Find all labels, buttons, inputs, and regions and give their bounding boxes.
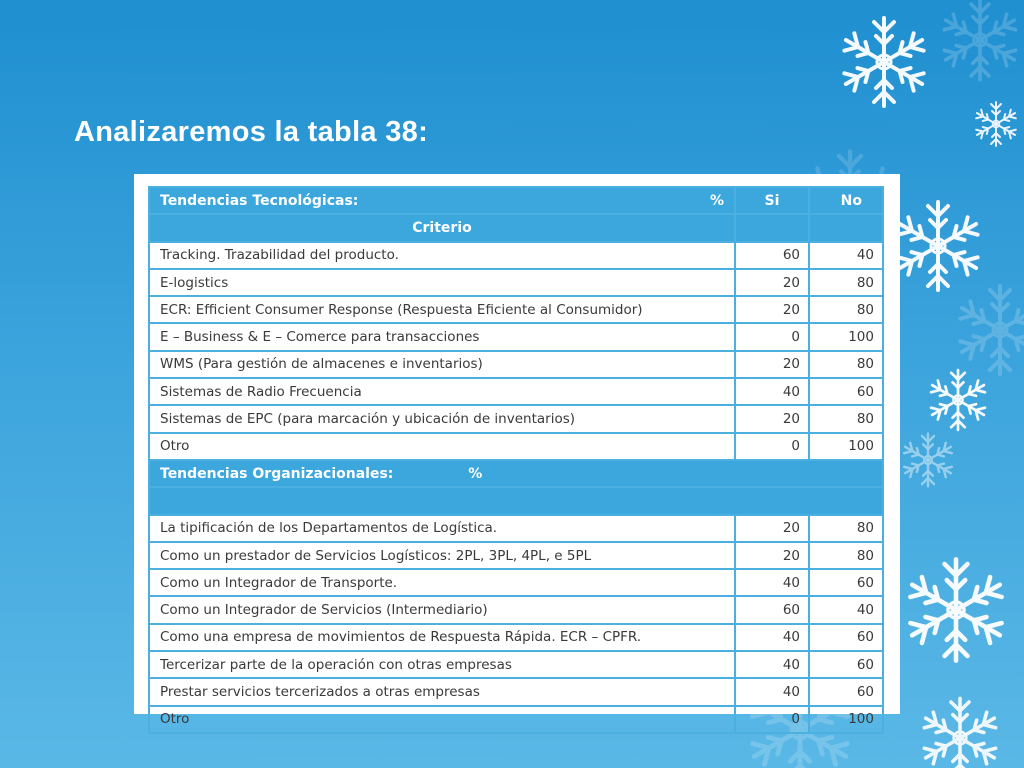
row-si: 40 <box>735 678 809 705</box>
snowflake-icon <box>957 286 1024 374</box>
row-si: 40 <box>735 651 809 678</box>
row-label: WMS (Para gestión de almacenes e inventarios) <box>149 351 735 378</box>
row-no: 80 <box>809 351 883 378</box>
row-si: 20 <box>735 296 809 323</box>
table-row <box>149 542 883 569</box>
row-no: 100 <box>809 323 883 350</box>
row-si: 40 <box>735 569 809 596</box>
snowflake-icon <box>902 434 954 487</box>
row-no: 80 <box>809 269 883 296</box>
slide-title: Analizaremos la tabla 38: <box>74 116 429 148</box>
org-header-title: Tendencias Organizacionales: <box>160 465 394 482</box>
row-no: 60 <box>809 678 883 705</box>
row-label: E – Business & E – Comerce para transacciones <box>149 323 735 350</box>
row-label: E-logistics <box>149 269 735 296</box>
table-row <box>149 323 883 350</box>
section-separator <box>149 487 883 514</box>
snowflake-icon <box>921 698 999 768</box>
row-si: 60 <box>735 242 809 269</box>
row-si: 40 <box>735 378 809 405</box>
row-label: Prestar servicios tercerizados a otras empresas <box>149 678 735 705</box>
row-label: Otro <box>149 706 735 733</box>
org-header-pct: % <box>468 465 483 482</box>
row-si: 20 <box>735 515 809 542</box>
row-label: Como una empresa de movimientos de Respuesta Rápida. ECR – CPFR. <box>149 624 735 651</box>
table-row <box>149 596 883 623</box>
row-label: Sistemas de Radio Frecuencia <box>149 378 735 405</box>
row-si: 20 <box>735 405 809 432</box>
snowflake-icon <box>929 370 988 430</box>
header-title: Tendencias Tecnológicas: <box>160 192 359 209</box>
row-si: 60 <box>735 596 809 623</box>
row-no: 80 <box>809 296 883 323</box>
row-si: 40 <box>735 624 809 651</box>
org-header-cell <box>149 460 883 487</box>
row-label: Como un Integrador de Servicios (Intermediario) <box>149 596 735 623</box>
row-si: 0 <box>735 706 809 733</box>
header-title-cell <box>149 187 735 214</box>
row-label: La tipificación de los Departamentos de Logística. <box>149 515 735 542</box>
row-si: 0 <box>735 433 809 460</box>
table-row <box>149 433 883 460</box>
table-row <box>149 242 883 269</box>
row-si: 20 <box>735 542 809 569</box>
snowflake-icon <box>941 0 1019 79</box>
row-label: Sistemas de EPC (para marcación y ubicación de inventarios) <box>149 405 735 432</box>
row-no: 100 <box>809 433 883 460</box>
row-no: 40 <box>809 242 883 269</box>
row-no: 60 <box>809 651 883 678</box>
row-no: 60 <box>809 378 883 405</box>
table-row <box>149 269 883 296</box>
row-label: Otro <box>149 433 735 460</box>
row-no: 100 <box>809 706 883 733</box>
criterio-label: Criterio <box>149 214 735 241</box>
row-no: 40 <box>809 596 883 623</box>
header-si: Si <box>735 187 809 214</box>
table-row <box>149 351 883 378</box>
table-row <box>149 678 883 705</box>
snowflake-icon <box>974 102 1017 146</box>
row-no: 80 <box>809 405 883 432</box>
row-si: 0 <box>735 323 809 350</box>
snowflake-icon <box>895 202 981 290</box>
table-row <box>149 569 883 596</box>
table-row <box>149 378 883 405</box>
row-label: ECR: Efficient Consumer Response (Respuesta Eficiente al Consumidor) <box>149 296 735 323</box>
header-no: No <box>809 187 883 214</box>
table-row <box>149 515 883 542</box>
row-si: 20 <box>735 269 809 296</box>
criterio-row <box>149 214 883 241</box>
table-row <box>149 624 883 651</box>
table-frame <box>134 174 900 728</box>
row-no: 60 <box>809 569 883 596</box>
table-row <box>149 405 883 432</box>
org-header-row <box>149 460 883 487</box>
row-no: 60 <box>809 624 883 651</box>
tendencias-table <box>148 186 884 734</box>
row-label: Como un Integrador de Transporte. <box>149 569 735 596</box>
snowflake-icon <box>906 559 1005 660</box>
table-row <box>149 651 883 678</box>
row-no: 80 <box>809 542 883 569</box>
row-label: Tercerizar parte de la operación con otras empresas <box>149 651 735 678</box>
table-row <box>149 706 883 733</box>
table-header-row <box>149 187 883 214</box>
row-label: Tracking. Trazabilidad del producto. <box>149 242 735 269</box>
snowflake-icon <box>841 18 927 106</box>
row-label: Como un prestador de Servicios Logísticos: 2PL, 3PL, 4PL, e 5PL <box>149 542 735 569</box>
header-pct: % <box>709 192 724 209</box>
row-no: 80 <box>809 515 883 542</box>
row-si: 20 <box>735 351 809 378</box>
table-row <box>149 296 883 323</box>
